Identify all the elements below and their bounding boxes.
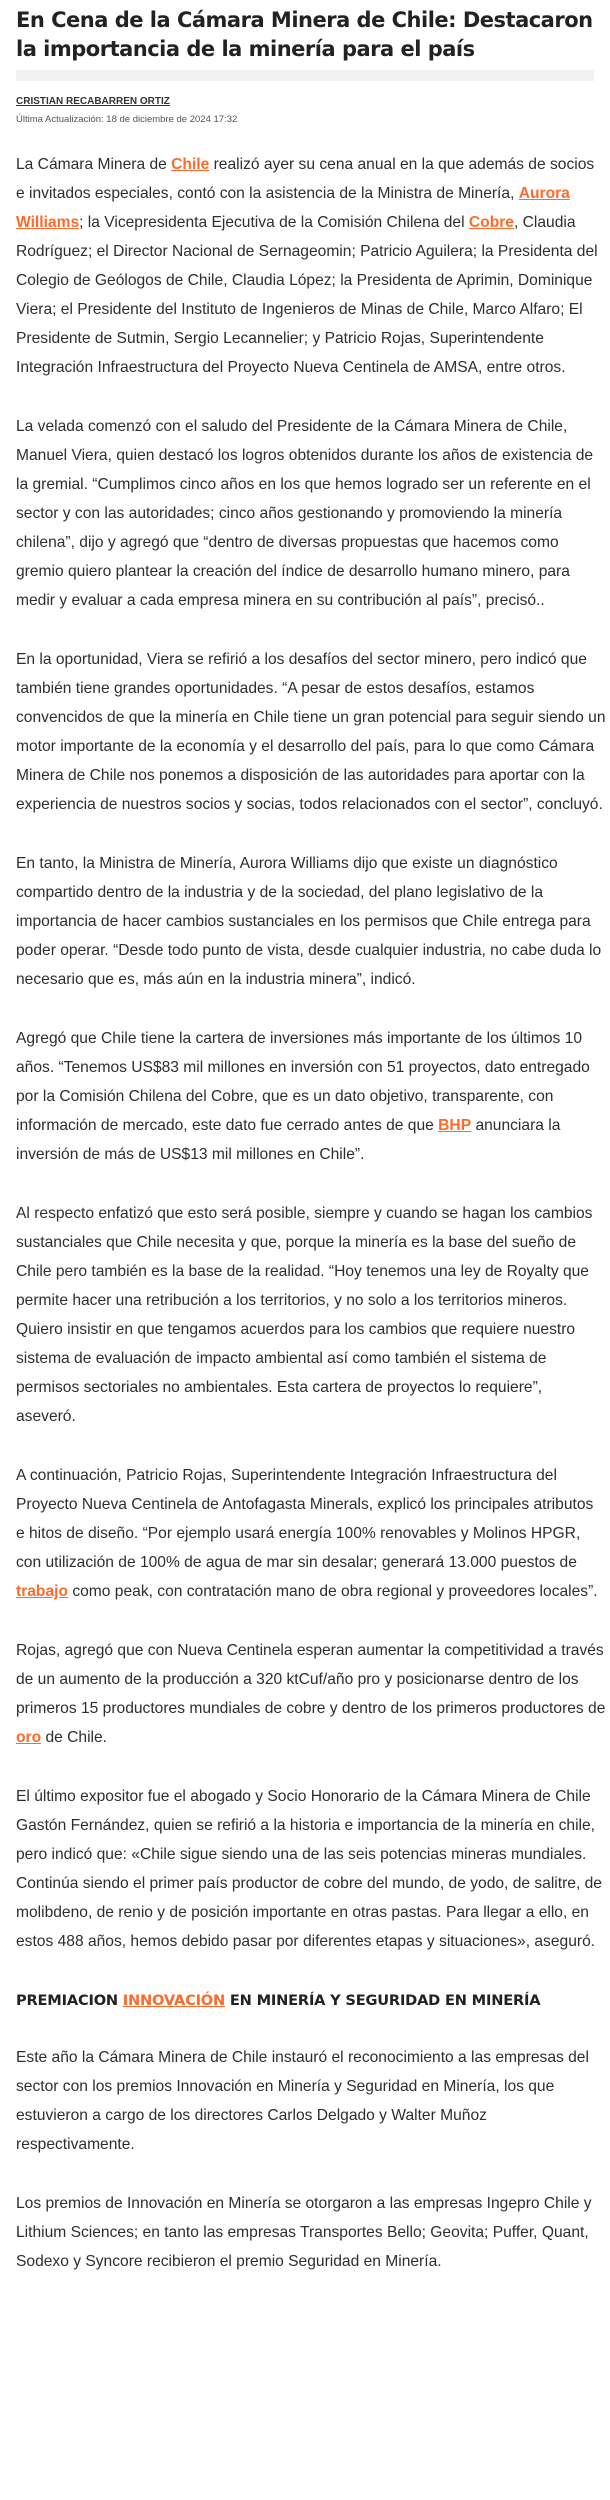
- tag-link-trabajo[interactable]: trabajo: [16, 1583, 68, 1600]
- tag-link-bhp[interactable]: BHP: [438, 1117, 472, 1134]
- section-heading: PREMIACION INNOVACIÓN EN MINERÍA Y SEGURIDAD EN MINERÍA: [16, 1992, 541, 2009]
- last-updated: Última Actualización: 18 de diciembre de 2024 17:32: [16, 114, 238, 125]
- tag-link-innovacion[interactable]: INNOVACIÓN: [122, 1992, 226, 2009]
- paragraph: El último expositor fue el abogado y Socio Honorario de la Cámara Minera de Chile Gastón Fernández, quien se refirió a la historia e importancia de la minería en chile, pero indicó que: «Chile sigue siendo una de las seis potencias mineras mundiales. Continúa siendo el primer país productor de cobre del mundo, de yodo, de salitre, de molibdeno, de renio y de posición importante en otras pastas. Para llegar a ello, en estos 488 años, hemos debido pasar por diferentes etapas y situaciones», aseguró.: [16, 1788, 602, 1950]
- paragraph: A continuación, Patricio Rojas, Superintendente Integración Infraestructura del Proyecto Nueva Centinela de Antofagasta Minerals, explicó los principales atributos e hitos de diseño. “Por ejemplo usará energía 100% renovables y Molinos HPGR, con utilización de 100% de agua de mar sin desalar; generará 13.000 puestos de trabajo como peak, con contratación mano de obra regional y proveedores locales”.: [16, 1467, 598, 1600]
- paragraph: Agregó que Chile tiene la cartera de inversiones más importante de los últimos 10 años. “Tenemos US$83 mil millones en inversión con 51 proyectos, dato entregado por la Comisión Chilena del Cobre, que es un dato objetivo, transparente, con información de mercado, este dato fue cerrado antes de que BHP anunciara la inversión de más de US$13 mil millones en Chile”.: [16, 1030, 590, 1163]
- tag-link-aurora-williams[interactable]: Aurora Williams: [16, 185, 570, 231]
- author-link[interactable]: CRISTIAN RECABARREN ORTIZ: [16, 96, 170, 107]
- paragraph: La velada comenzó con el saludo del Presidente de la Cámara Minera de Chile, Manuel Viera, quien destacó los logros obtenidos durante los años de existencia de la gremial. “Cumplimos cinco años en los que hemos logrado ser un referente en el sector y con las autoridades; cinco años gestionando y promoviendo la minería chilena”, dijo y agregó que “dentro de diversas propuestas que hacemos como gremio quiero plantear la creación del índice de desarrollo humano minero, para medir y evaluar a cada empresa minera en su contribución al país”, precisó..: [16, 418, 594, 609]
- paragraph: Los premios de Innovación en Minería se otorgaron a las empresas Ingepro Chile y Lithium Sciences; en tanto las empresas Transportes Bello; Geovita; Puffer, Quant, Sodexo y Syncore recibieron el premio Seguridad en Minería.: [16, 2195, 592, 2270]
- tag-link-cobre[interactable]: Cobre: [468, 214, 514, 231]
- paragraph: Al respecto enfatizó que esto será posible, siempre y cuando se hagan los cambios sustanciales que Chile necesita y que, porque la minería es la base del sueño de Chile pero también es la base de la realidad. “Hoy tenemos una ley de Royalty que permite hacer una retribución a los territorios, y no solo a los territorios mineros. Quiero insistir en que tengamos acuerdos para los cambios que requiere nuestro sistema de evaluación de impacto ambiental así como también el sistema de permisos sectoriales no ambientales. Esta cartera de proyectos lo requiere”, aseveró.: [16, 1205, 593, 1425]
- title-divider: [16, 70, 594, 81]
- article-body: [16, 150, 606, 2306]
- tag-link-chile[interactable]: Chile: [171, 156, 210, 173]
- paragraph: La Cámara Minera de Chile realizó ayer su cena anual en la que además de socios e invitados especiales, contó con la asistencia de la Ministra de Minería, Aurora Williams; la Vicepresidenta Ejecutiva de la Comisión Chilena del Cobre, Claudia Rodríguez; el Director Nacional de Sernageomin; Patricio Aguilera; la Presidenta del Colegio de Geólogos de Chile, Claudia López; la Presidenta de Aprimin, Dominique Viera; el Presidente del Instituto de Ingenieros de Minas de Chile, Marco Alfaro; El Presidente de Sutmin, Sergio Lecannelier; y Patricio Rojas, Superintendente Integración Infraestructura del Proyecto Nueva Centinela de AMSA, entre otros.: [16, 156, 598, 376]
- paragraph: Este año la Cámara Minera de Chile instauró el reconocimiento a las empresas del sector con los premios Innovación en Minería y Seguridad en Minería, los que estuvieron a cargo de los directores Carlos Delgado y Walter Muñoz respectivamente.: [16, 2049, 589, 2153]
- article-title: En Cena de la Cámara Minera de Chile: Destacaron la importancia de la minería para el país: [16, 8, 593, 61]
- paragraph: En la oportunidad, Viera se refirió a los desafíos del sector minero, pero indicó que también tiene grandes oportunidades. “A pesar de estos desafíos, estamos convencidos de que la minería en Chile tiene un gran potencial para seguir siendo un motor importante de la economía y el desarrollo del país, para lo que como Cámara Minera de Chile nos ponemos a disposición de las autoridades para aportar con la experiencia de nuestros socios y socias, todos relacionados con el sector”, concluyó.: [16, 651, 606, 813]
- paragraph: En tanto, la Ministra de Minería, Aurora Williams dijo que existe un diagnóstico compartido dentro de la industria y de la sociedad, del plano legislativo de la importancia de hacer cambios sustanciales en los permisos que Chile entrega para poder operar. “Desde todo punto de vista, desde cualquier industria, no cabe duda lo necesario que es, más aún en la industria minera”, indicó.: [16, 855, 602, 988]
- paragraph: Rojas, agregó que con Nueva Centinela esperan aumentar la competitividad a través de un aumento de la producción a 320 ktCuf/año pro y posicionarse dentro de los primeros 15 productores mundiales de cobre y dentro de los primeros productores de oro de Chile.: [16, 1642, 606, 1746]
- tag-link-oro[interactable]: oro: [16, 1729, 42, 1746]
